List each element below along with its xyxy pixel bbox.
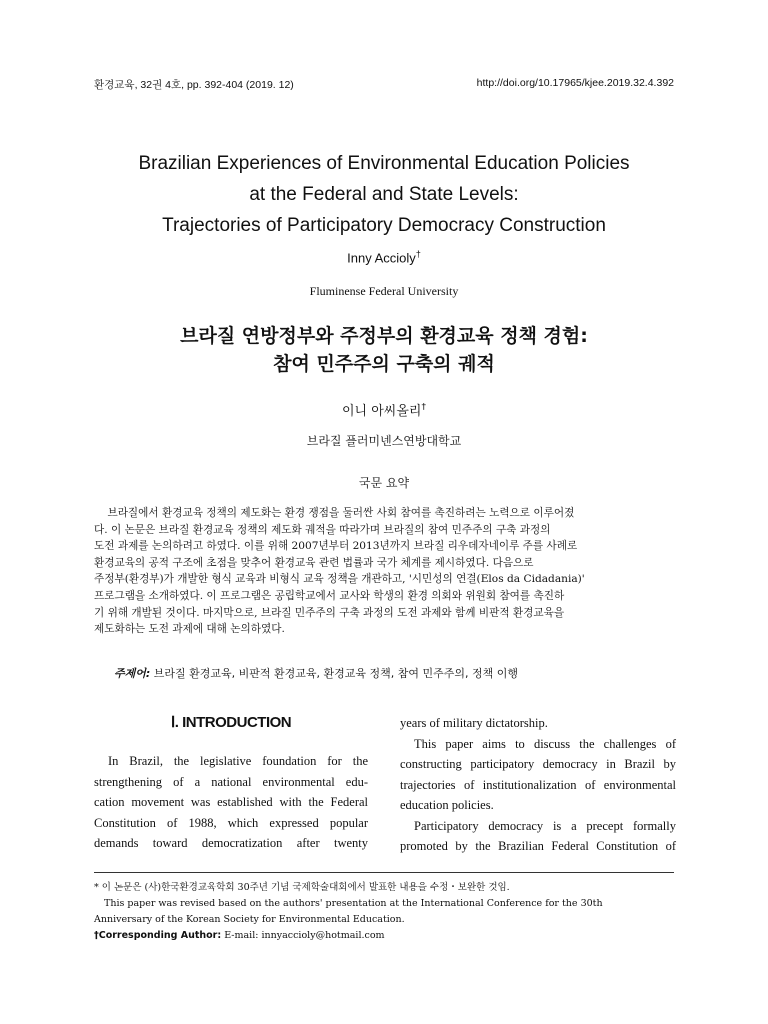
body-line: This paper aims to discuss the challenges of <box>414 736 676 751</box>
section-heading: Ⅰ. INTRODUCTION <box>170 714 292 731</box>
abstract-line: 환경교육의 공적 구조에 초점을 맞추어 환경교육 관련 법률과 국가 체계를 제시하였다. 다음으로 <box>94 556 534 569</box>
author-mark-ko: † <box>421 402 426 413</box>
abstract-line: 도전 과제를 논의하려고 하였다. 이를 위해 2007년부터 2013년까지 브라질 리우데자네이루 주를 사례로 <box>94 540 578 553</box>
footnotes <box>94 880 674 944</box>
abstract-line: 브라질에서 환경교육 정책의 제도화는 환경 쟁점을 둘러싼 사회 참여를 촉진하려는 노력으로 이루어졌 <box>94 507 575 519</box>
english-author <box>0 249 768 265</box>
keywords-label: 주제어: <box>114 667 151 680</box>
footnote-english-line-1: This paper was revised based on the authors' presentation at the International Conference for the 30th <box>104 898 603 909</box>
author-name-en: Inny Accioly <box>347 250 416 266</box>
footnote-english-line-2: Anniversary of the Korean Society for Environmental Education. <box>94 914 405 925</box>
left-column <box>94 713 368 854</box>
body-line: promoted by the Brazilian Federal Constitution of <box>400 839 676 853</box>
abstract-line: 기 위해 개발된 것이다. 마지막으로, 브라질 민주주의 구축 과정의 도전 과제와 함께 비판적 환경교육을 <box>94 606 565 619</box>
body-line: Constitution of 1988, which expressed popular <box>94 815 368 830</box>
corresponding-author-note <box>94 928 674 944</box>
keywords <box>114 665 674 681</box>
korean-affiliation: 브라질 플러미넨스연방대학교 <box>306 434 462 448</box>
journal-citation: 환경교육, 32권 4호, pp. 392-404 (2019. 12) <box>94 79 294 91</box>
korean-abstract <box>94 505 674 638</box>
body-line: constructing participatory democracy in Brazil by <box>400 757 676 771</box>
doi-link[interactable]: http://doi.org/10.17965/kjee.2019.32.4.392 <box>476 77 674 89</box>
korean-title-line-2: 참여 민주주의 구축의 궤적 <box>273 353 495 375</box>
footnote-divider <box>94 872 674 873</box>
body-line: Participatory democracy is a precept formally <box>414 818 676 833</box>
body-line: years of military dictatorship. <box>400 716 548 730</box>
korean-title-line-1: 브라질 연방정부와 주정부의 환경교육 정책 경험: <box>180 325 588 347</box>
keywords-text: 브라질 환경교육, 비판적 환경교육, 환경교육 정책, 참여 민주주의, 정책 이행 <box>150 667 519 680</box>
corresponding-mark: † <box>94 930 99 941</box>
abstract-line: 프로그램을 소개하였다. 이 프로그램은 공립학교에서 교사와 학생의 환경 의회와 위원회 참여를 촉진하 <box>94 589 565 602</box>
body-line: demands toward democratization after twenty <box>94 836 368 850</box>
abstract-line: 주정부(환경부)가 개발한 형식 교육과 비형식 교육 정책을 개관하고, '시민성의 연결(Elos da Cidadania)' <box>94 573 585 586</box>
body-line: strengthening of a national environmental edu- <box>94 774 368 789</box>
abstract-line: 제도화하는 도전 과제에 대해 논의하였다. <box>94 623 285 636</box>
footnote-korean: * 이 논문은 (사)한국환경교육학회 30주년 기념 국제학술대회에서 발표한 내용을 수정・보완한 것임. <box>94 882 510 893</box>
author-name-ko: 이니 아씨올리 <box>342 404 422 419</box>
right-column <box>400 713 676 857</box>
body-line: cation movement was established with the Federal <box>94 795 368 809</box>
abstract-heading: 국문 요약 <box>358 476 410 490</box>
body-line: trajectories of institutionalization of environmental <box>400 777 676 792</box>
body-line: education policies. <box>400 798 494 812</box>
corresponding-email[interactable]: E-mail: innyaccioly@hotmail.com <box>221 930 385 941</box>
abstract-line: 다. 이 논문은 브라질 환경교육 정책의 제도화 궤적을 따라가며 브라질의 참여 민주주의 구축 과정의 <box>94 523 551 536</box>
english-title-line-1: Brazilian Experiences of Environmental Education Policies <box>138 153 630 174</box>
english-title <box>0 148 768 241</box>
body-line: In Brazil, the legislative foundation for the <box>108 754 368 768</box>
korean-title <box>0 322 768 378</box>
english-title-line-3: Trajectories of Participatory Democracy Construction <box>162 215 606 236</box>
korean-author <box>0 400 768 419</box>
english-affiliation: Fluminense Federal University <box>309 284 459 298</box>
corresponding-label: Corresponding Author: <box>98 930 222 941</box>
author-mark-en: † <box>415 249 421 259</box>
english-title-line-2: at the Federal and State Levels: <box>249 184 519 205</box>
